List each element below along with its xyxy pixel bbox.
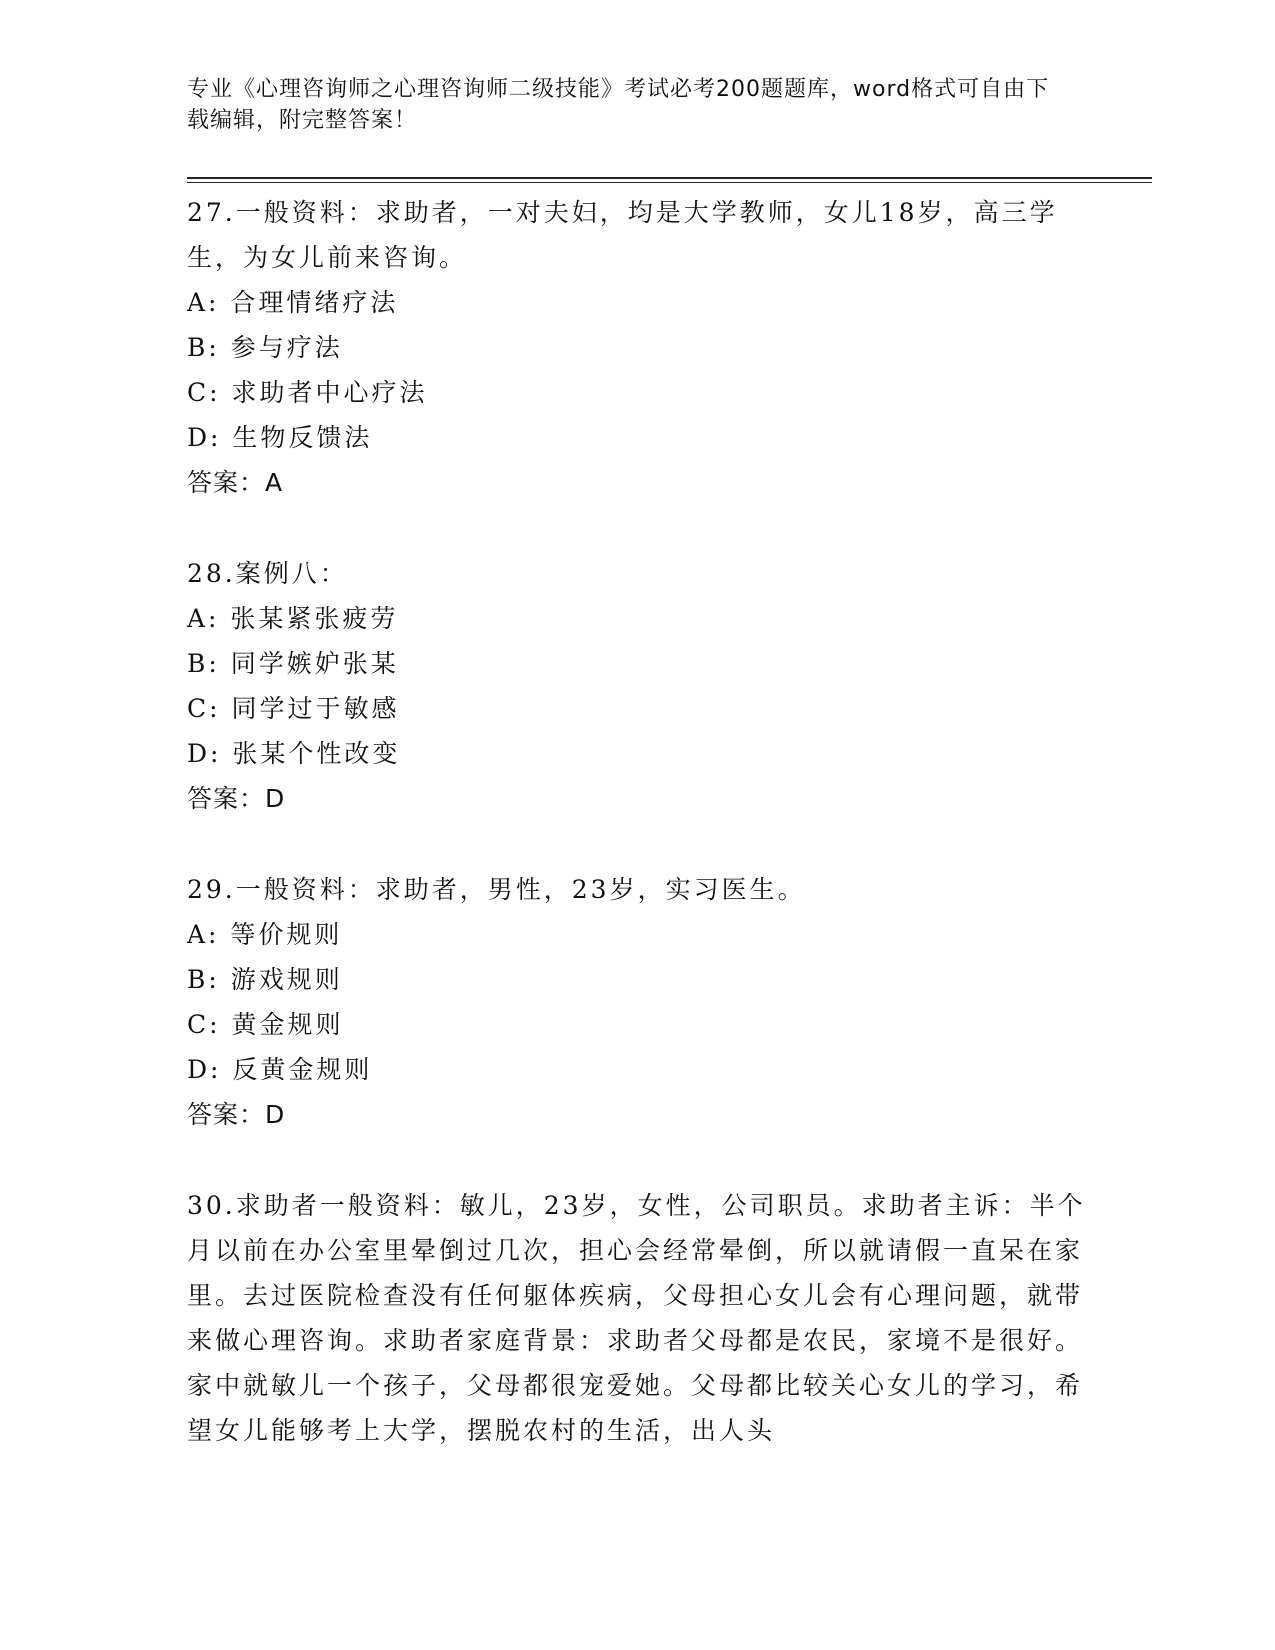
question-text: 29.一般资料：求助者，男性，23岁，实习医生。 — [187, 875, 806, 904]
option-c: C: 求助者中心疗法 — [187, 378, 428, 407]
option-d: D: 张某个性改变 — [187, 739, 401, 768]
option-d: D: 反黄金规则 — [187, 1055, 373, 1084]
question-text: 27.一般资料：求助者，一对夫妇，均是大学教师，女儿18岁，高三学生，为女儿前来咨询。 — [187, 198, 1058, 272]
answer-line: 答案：D — [187, 784, 286, 813]
question-30 — [187, 1183, 1087, 1453]
option-c: C: 黄金规则 — [187, 1010, 344, 1039]
option-a: A: 等价规则 — [187, 920, 343, 949]
question-27 — [187, 190, 1087, 505]
answer-line: 答案：A — [187, 468, 284, 497]
question-text: 30.求助者一般资料：敏儿，23岁，女性，公司职员。求助者主诉：半个月以前在办公室里晕倒过几次，担心会经常晕倒，所以就请假一直呆在家里。去过医院检查没有任何躯体疾病，父母担心女儿会有心理问题，就带来做心理咨询。求助者家庭背景：求助者父母都是农民，家境不是很好。家中就敏儿一个孩子，父母都很宠爱她。父母都比较关心女儿的学习，希望女儿能够考上大学，摆脱农村的生活，出人头 — [187, 1191, 1086, 1445]
header-divider-thick — [187, 177, 1152, 179]
option-b: B: 参与疗法 — [187, 333, 343, 362]
option-c: C: 同学过于敏感 — [187, 694, 400, 723]
option-a: A: 合理情绪疗法 — [187, 288, 399, 317]
answer-line: 答案：D — [187, 1100, 286, 1129]
document-header: 专业《心理咨询师之心理咨询师二级技能》考试必考200题题库，word格式可自由下载编辑，附完整答案！ — [187, 77, 1050, 133]
header-divider-thin — [187, 182, 1152, 183]
question-29 — [187, 867, 1087, 1137]
question-text: 28.案例八： — [187, 559, 348, 588]
option-a: A: 张某紧张疲劳 — [187, 604, 399, 633]
option-b: B: 同学嫉妒张某 — [187, 649, 399, 678]
question-list — [187, 190, 1087, 1499]
option-d: D: 生物反馈法 — [187, 423, 373, 452]
option-b: B: 游戏规则 — [187, 965, 343, 994]
question-28 — [187, 551, 1087, 821]
